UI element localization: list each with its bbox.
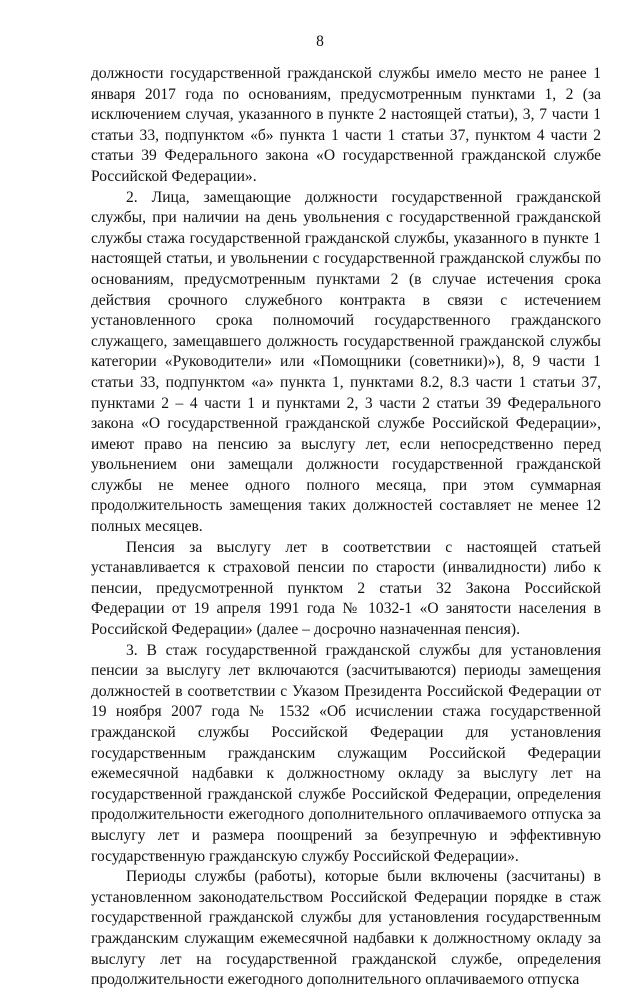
paragraph-item-3: 3. В стаж государственной гражданской службы для установления пенсии за выслугу лет включаются (засчитываются) периоды замещения должностей в соответствии с Указом Президента Российской Федерации от 19 ноября 2007 года № 1532 «Об исчислении стажа государственной гражданской службы Российской Федерации для установления государственным гражданским служащим Российской Федерации ежемесячной надбавки к должностному окладу за выслугу лет на государственной гражданской службе Российской Федерации, определения продолжительности ежегодного дополнительного оплачиваемого отпуска за выслугу лет и размера поощрений за безупречную и эффективную государственную гражданскую службу Российской Федерации».	[91, 641, 601, 865]
paragraph-service-periods: Периоды службы (работы), которые были включены (засчитаны) в установленном законодательством Российской Федерации порядке в стаж государственной гражданской службы для установления государственным гражданским служащим ежемесячной надбавки к должностному окладу за выслугу лет на государственной гражданской службе, определения продолжительности ежегодного дополнительного оплачиваемого отпуска	[91, 868, 601, 989]
paragraph-pension: Пенсия за выслугу лет в соответствии с настоящей статьей устанавливается к страховой пенсии по старости (инвалидности) либо к пенсии, предусмотренной пунктом 2 статьи 32 Закона Российской Федерации от 19 апреля 1991 года № 1032-1 «О занятости населения в Российской Федерации» (далее – досрочно назначенная пенсия).	[91, 538, 601, 639]
page-number: 8	[316, 33, 324, 50]
paragraph-continuation: должности государственной гражданской службы имело место не ранее 1 января 2017 года по основаниям, предусмотренным пунктами 1, 2 (за исключением случая, указанного в пункте 2 настоящей статьи), 3, 7 части 1 статьи 33, подпунктом «б» пункта 1 части 1 статьи 37, пунктом 4 части 2 статьи 39 Федерального закона «О государственной гражданской службе Российской Федерации».	[91, 65, 601, 185]
document-body	[91, 64, 601, 991]
paragraph-item-2: 2. Лица, замещающие должности государственной гражданской службы, при наличии на день увольнения с государственной гражданской службы стажа государственной гражданской службы, указанного в пункте 1 настоящей статьи, и увольнении с государственной гражданской службы по основаниям, предусмотренным пунктами 2 (в случае истечения срока действия срочного служебного контракта в связи с истечением установленного срока полномочий государственного гражданского служащего, замещавшего должность государственной гражданской службы категории «Руководители» или «Помощники (советники)»), 8, 9 части 1 статьи 33, подпунктом «а» пункта 1, пунктами 8.2, 8.3 части 1 статьи 37, пунктами 2 – 4 части 1 и пунктами 2, 3 части 2 статьи 39 Федерального закона «О государственной гражданской службе Российской Федерации», имеют право на пенсию за выслугу лет, если непосредственно перед увольнением они замещали должности государственной гражданской службы не менее одного полного месяца, при этом суммарная продолжительность замещения таких должностей составляет не менее 12 полных месяцев.	[91, 188, 601, 536]
